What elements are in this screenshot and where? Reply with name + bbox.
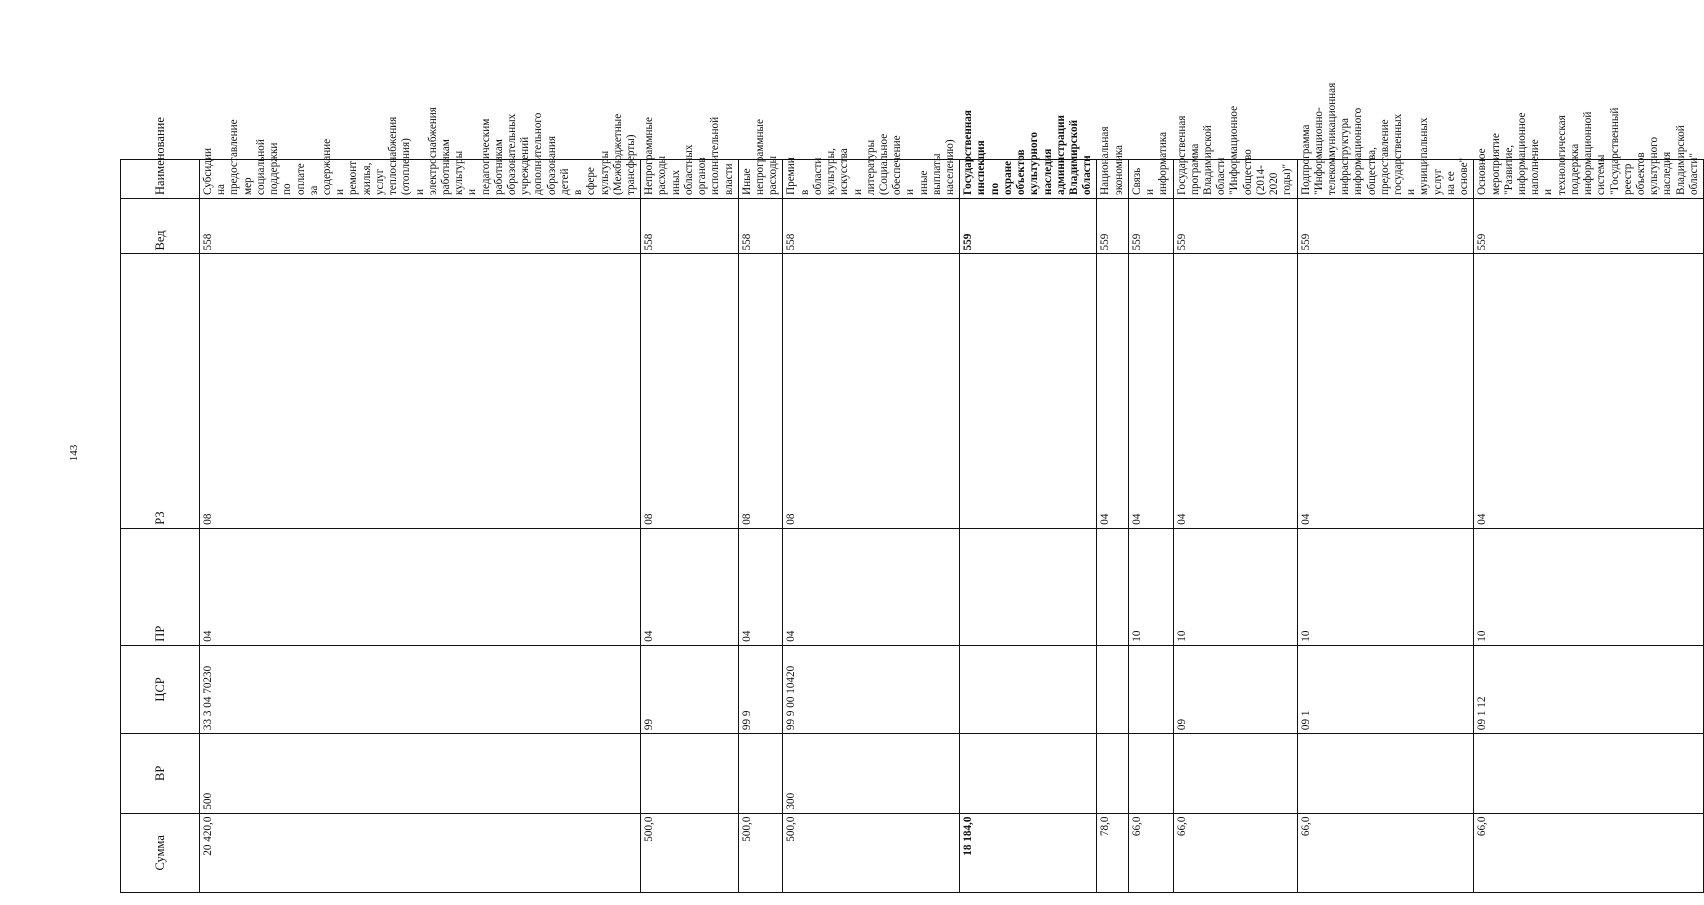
cell-name: Подпрограмма "Информационно-телекоммуникационная инфраструктура информационного общества, предоставление государственных и муниципальных услуг на ее основе" (1297, 160, 1474, 199)
cell-vr (738, 734, 783, 813)
cell-vr (960, 734, 1097, 813)
cell-ved: 558 (738, 198, 783, 253)
table-row (783, 76, 960, 893)
cell-rz: 04 (1297, 254, 1474, 528)
cell-pr: 10 (1474, 528, 1704, 645)
cell-pr (960, 528, 1097, 645)
cell-csr: 99 (641, 645, 739, 733)
cell-ved: 559 (960, 198, 1097, 253)
cell-ved: 559 (1097, 198, 1128, 253)
cell-pr: 10 (1173, 528, 1297, 645)
budget-table (120, 75, 1704, 893)
cell-rz: 04 (1474, 254, 1704, 528)
rotated-table-stage (120, 75, 1700, 893)
cell-name: Государственная программа Владимирской области "Информационное общество (2014-2020 годы)" (1173, 160, 1297, 199)
cell-vr (1474, 734, 1704, 813)
table-row (1128, 76, 1173, 893)
header-cell-name: Наименование (121, 160, 200, 199)
cell-ved: 559 (1474, 198, 1704, 253)
cell-vr (1297, 734, 1474, 813)
cell-rz: 08 (738, 254, 783, 528)
cell-rz (960, 254, 1097, 528)
cell-ved: 559 (1173, 198, 1297, 253)
header-cell-pr: ПР (121, 528, 200, 645)
cell-pr: 04 (783, 528, 960, 645)
cell-name: Непрограммные расходы иных областных органов исполнительной власти (641, 160, 739, 199)
cell-vr: 500 (200, 734, 641, 813)
table-row (1173, 76, 1297, 893)
cell-sum: 66,0 (1173, 813, 1297, 892)
cell-sum: 66,0 (1297, 813, 1474, 892)
cell-pr: 10 (1128, 528, 1173, 645)
cell-rz: 08 (200, 254, 641, 528)
cell-sum: 500,0 (783, 813, 960, 892)
cell-name: Основное мероприятие "Развитие, информационное наполнение и технологическая поддержка информационной системы "Государственный реестр объектов культурного наследия Владимирской области" (1474, 160, 1704, 199)
header-cell-csr: ЦСР (121, 645, 200, 733)
cell-ved: 559 (1128, 198, 1173, 253)
cell-sum: 500,0 (641, 813, 739, 892)
header-cell-vr: ВР (121, 734, 200, 813)
table-header-row (121, 76, 200, 893)
cell-pr: 04 (200, 528, 641, 645)
header-cell-sum: Сумма (121, 813, 200, 892)
cell-name: Государственная инспекция по охране объектов культурного наследия администрации Владимирской области (960, 160, 1097, 199)
table-row (1474, 76, 1704, 893)
cell-csr: 09 (1173, 645, 1297, 733)
rotated-table-wrapper (120, 75, 1700, 893)
cell-rz: 04 (1173, 254, 1297, 528)
cell-csr (960, 645, 1097, 733)
cell-name: Премии в области культуры, искусства и литературы (Социальное обеспечение и иные выплаты населению) (783, 160, 960, 199)
table-row (1097, 76, 1128, 893)
cell-csr (1128, 645, 1173, 733)
cell-sum: 20 420,0 (200, 813, 641, 892)
cell-name: Субсидии на предоставление мер социальной поддержки по оплате за содержание и ремонт жилья, услуг теплоснабжения (отопления) и электроснабжения работникам культуры и педагогическим работникам образовательных учреждений дополнительного образования детей в сфере культуры (Межбюджетные трансферты) (200, 160, 641, 199)
table-row (641, 76, 739, 893)
table-row (1297, 76, 1474, 893)
cell-name: Связь и информатика (1128, 160, 1173, 199)
cell-ved: 559 (1297, 198, 1474, 253)
cell-csr: 99 9 00 10420 (783, 645, 960, 733)
cell-rz: 08 (641, 254, 739, 528)
cell-vr: 300 (783, 734, 960, 813)
cell-vr (1173, 734, 1297, 813)
table-row (738, 76, 783, 893)
table-row (960, 76, 1097, 893)
cell-name: Национальная экономика (1097, 160, 1128, 199)
cell-sum: 66,0 (1128, 813, 1173, 892)
cell-sum: 78,0 (1097, 813, 1128, 892)
cell-csr (1097, 645, 1128, 733)
cell-rz: 04 (1128, 254, 1173, 528)
cell-sum: 18 184,0 (960, 813, 1097, 892)
cell-sum: 500,0 (738, 813, 783, 892)
page-number: 143 (68, 444, 80, 462)
cell-csr: 33 3 04 70230 (200, 645, 641, 733)
cell-vr (1128, 734, 1173, 813)
table-row (200, 76, 641, 893)
cell-pr: 04 (738, 528, 783, 645)
cell-csr: 09 1 (1297, 645, 1474, 733)
cell-ved: 558 (641, 198, 739, 253)
header-cell-ved: Вед (121, 198, 200, 253)
cell-pr: 10 (1297, 528, 1474, 645)
header-cell-rz: РЗ (121, 254, 200, 528)
cell-csr: 09 1 12 (1474, 645, 1704, 733)
cell-name: Иные непрограммные расходы (738, 160, 783, 199)
cell-rz: 08 (783, 254, 960, 528)
cell-rz: 04 (1097, 254, 1128, 528)
cell-pr: 04 (641, 528, 739, 645)
cell-vr (1097, 734, 1128, 813)
cell-sum: 66,0 (1474, 813, 1704, 892)
cell-pr (1097, 528, 1128, 645)
cell-ved: 558 (200, 198, 641, 253)
cell-ved: 558 (783, 198, 960, 253)
cell-vr (641, 734, 739, 813)
cell-csr: 99 9 (738, 645, 783, 733)
